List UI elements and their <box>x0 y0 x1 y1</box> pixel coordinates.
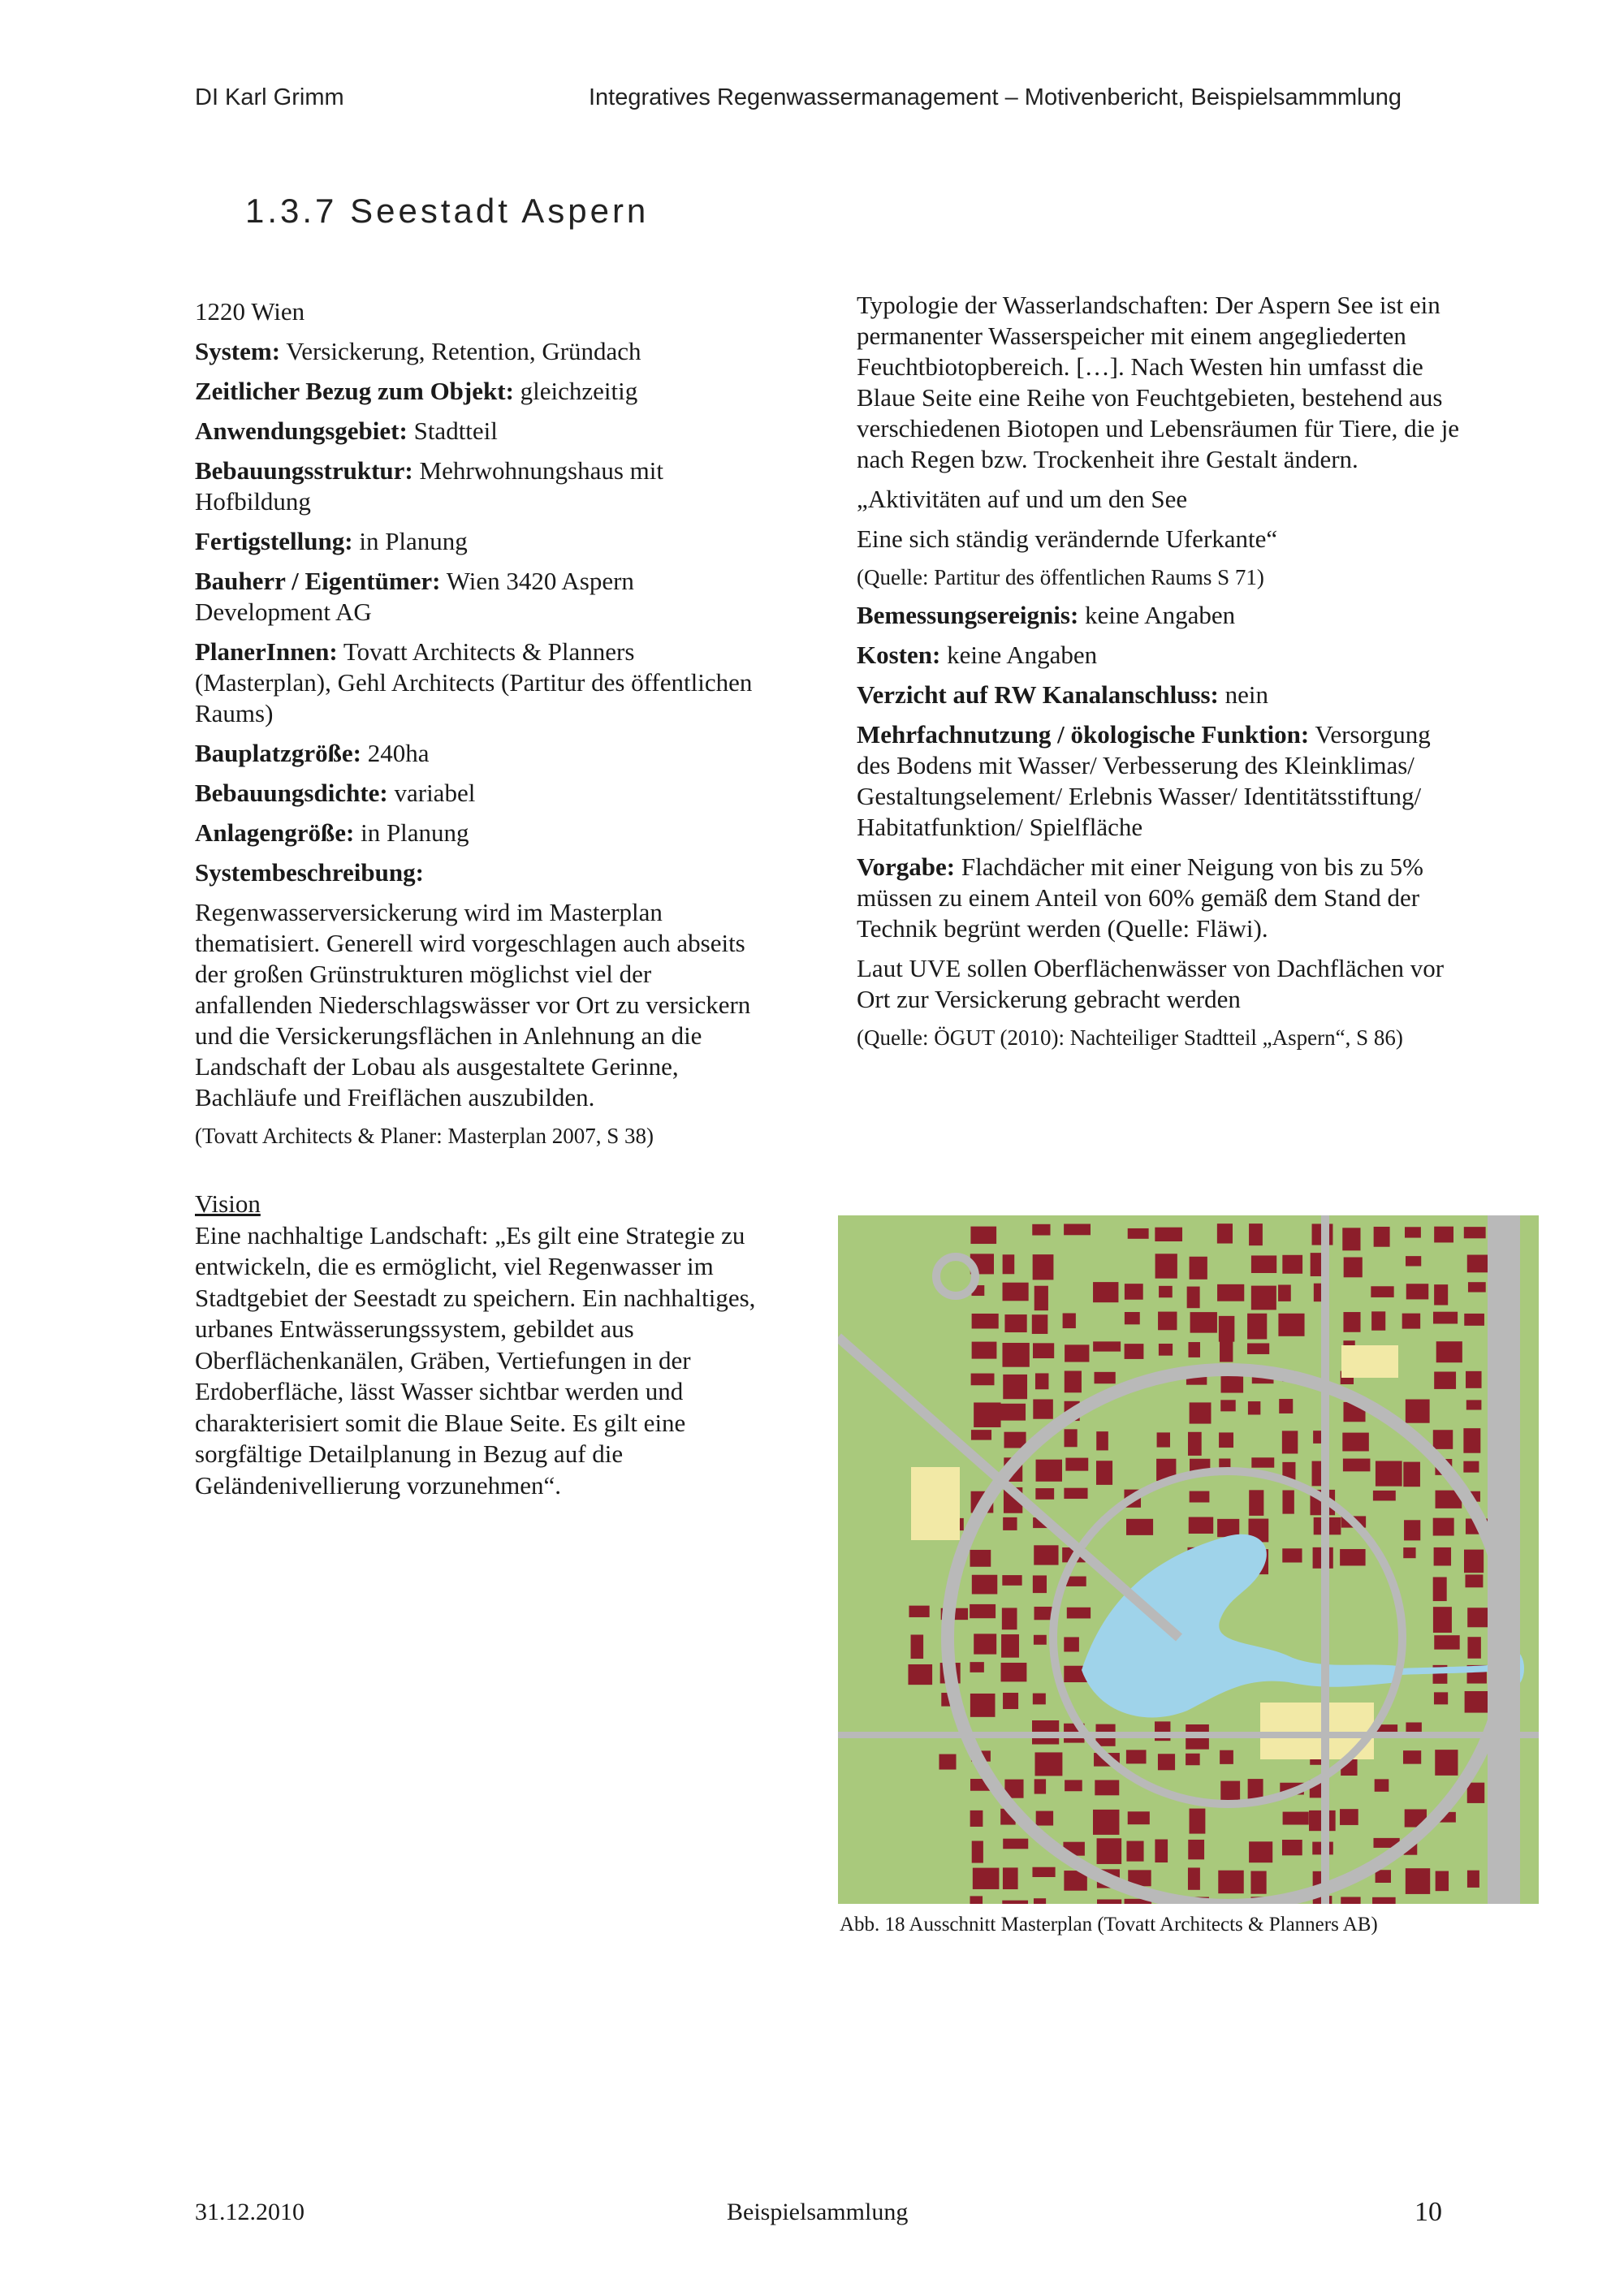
map-building-block <box>1467 1255 1488 1273</box>
map-building-block <box>939 1754 956 1770</box>
map-building-block <box>1251 1255 1276 1273</box>
vision-block <box>195 1189 784 1501</box>
map-building-block <box>1467 1608 1488 1627</box>
map-building-block <box>1376 1461 1402 1486</box>
map-building-block <box>1032 1224 1050 1236</box>
map-building-block <box>1155 1840 1168 1863</box>
field-building-structure: Bebauungsstruktur: Mehrwohnungshaus mit Hofbildung <box>195 456 664 516</box>
left-column <box>195 296 771 1159</box>
map-building-block <box>1220 1750 1233 1764</box>
map-building-block <box>1434 1635 1459 1649</box>
map-building-block <box>1463 1428 1480 1453</box>
map-building-block <box>1466 1371 1482 1388</box>
map-building-block <box>1249 1224 1263 1245</box>
map-building-block <box>1219 1316 1234 1342</box>
map-building-block <box>1464 1314 1484 1326</box>
field-plot-size: Bauplatzgröße: 240ha <box>195 739 430 767</box>
section-title: 1.3.7 Seestadt Aspern <box>245 192 650 230</box>
system-heading: Systembeschreibung: <box>195 858 424 887</box>
map-building-block <box>1376 1870 1391 1883</box>
map-building-block <box>1126 1519 1153 1535</box>
map-building-block <box>1064 1637 1079 1651</box>
map-building-block <box>1190 1312 1217 1333</box>
map-building-block <box>1343 1312 1360 1332</box>
masterplan-map <box>838 1215 1539 1904</box>
map-building-block <box>1001 1634 1019 1658</box>
map-building-block <box>1406 1284 1428 1299</box>
map-building-block <box>1217 1519 1239 1537</box>
map-building-block <box>1002 1343 1029 1367</box>
map-building-block <box>1217 1224 1233 1243</box>
map-building-block <box>1190 1402 1212 1423</box>
map-building-block <box>1249 1841 1272 1862</box>
map-building-block <box>1003 1693 1018 1709</box>
map-building-block <box>1373 1491 1396 1501</box>
map-building-block <box>1093 1810 1119 1835</box>
map-building-block <box>1434 1284 1448 1305</box>
map-plaza <box>1341 1345 1398 1378</box>
map-building-block <box>1096 1431 1108 1450</box>
map-building-block <box>974 1402 1000 1427</box>
source-oegut: (Quelle: ÖGUT (2010): Nachteiliger Stadtteil „Aspern“, S 86) <box>857 1025 1403 1050</box>
map-building-block <box>1003 1839 1028 1849</box>
map-building-block <box>1000 1404 1026 1421</box>
right-column <box>857 290 1462 1060</box>
map-building-block <box>970 1662 983 1672</box>
map-building-block <box>1063 1313 1076 1328</box>
field-design-event: Bemessungsereignis: keine Angaben <box>857 601 1236 629</box>
map-building-block <box>1095 1780 1119 1795</box>
quote-line-1: „Aktivitäten auf und um den See <box>857 485 1188 513</box>
map-building-block <box>1187 1287 1200 1309</box>
map-building-block <box>1466 1400 1482 1409</box>
map-building-block <box>1065 1371 1082 1393</box>
map-building-block <box>1433 1312 1458 1324</box>
map-building-block <box>1155 1228 1182 1241</box>
map-building-block <box>971 1430 991 1439</box>
map-building-block <box>1433 1577 1447 1602</box>
map-building-block <box>1003 1283 1029 1301</box>
map-building-block <box>1003 1517 1017 1530</box>
map-building-block <box>1064 1488 1087 1499</box>
map-building-block <box>1097 1838 1122 1864</box>
field-multi-use: Mehrfachnutzung / ökologische Funktion: Versorgung des Bodens mit Wasser/ Verbesserung des Kleinklimas/ Gestaltungselement/ Erlebnis Wasser/ Identitätsstiftung/ Habitatfunktion/ Spielfläche <box>857 720 1431 841</box>
map-building-block <box>1282 1548 1302 1562</box>
map-building-block <box>1033 1254 1054 1280</box>
map-plaza <box>911 1467 960 1540</box>
map-building-block <box>909 1606 929 1617</box>
map-building-block <box>1033 1343 1054 1358</box>
map-building-block <box>1158 1754 1175 1770</box>
map-building-block <box>1220 1400 1235 1411</box>
field-application-area: Anwendungsgebiet: Stadtteil <box>195 416 498 445</box>
map-building-block <box>1436 1871 1449 1892</box>
map-building-block <box>1034 1635 1047 1645</box>
map-building-block <box>1248 1401 1260 1414</box>
map-building-block <box>1190 1809 1206 1834</box>
map-building-block <box>1340 1809 1358 1825</box>
map-building-block <box>1247 1343 1269 1353</box>
map-building-block <box>1343 1459 1371 1472</box>
map-building-block <box>1125 1344 1144 1359</box>
field-requirement: Vorgabe: Flachdächer mit einer Neigung von bis zu 5% müssen zu einem Anteil von 60% gemäß dem Stand der Technik begrünt werden (Quelle: Fläwi). <box>857 852 1423 943</box>
footer-title: Beispielsammlung <box>727 2199 909 2225</box>
map-building-block <box>1034 1779 1046 1793</box>
map-building-block <box>1340 1549 1365 1565</box>
map-building-block <box>1033 1400 1053 1419</box>
vision-text: Eine nachhaltige Landschaft: „Es gilt eine Strategie zu entwickeln, die es ermöglicht, viel Regenwasser im Stadtgebiet der Seestadt zu speichern. Ein nachhaltiges, urbanes Entwässerungssystem, gebildet aus Oberflächenkanälen, Gräben, Vertiefungen in der Erdoberfläche, lässt Wasser sichtbar werden und charakterisiert somit die Blaue Seite. Es gilt eine sorgfältige Detailplanung in Bezug auf die Geländenivellierung vorzunehmen“. <box>195 1220 756 1500</box>
map-building-block <box>1065 1458 1088 1471</box>
footer-date: 31.12.2010 <box>195 2199 304 2225</box>
map-building-block <box>1093 1341 1121 1351</box>
system-description: Regenwasserversickerung wird im Masterplan thematisiert. Generell wird vorgeschlagen auch abseits der großen Grünstrukturen möglichst viel der anfallenden Niederschlagswässer vor Ort zu versickern und die Versickerungsflächen in Anlehnung an die Landschaft der Lobau als ausgestaltete Gerinne, Bachläufe und Freiflächen auszubilden. <box>195 898 751 1111</box>
map-building-block <box>911 1634 924 1659</box>
map-building-block <box>1342 1433 1369 1452</box>
map-building-block <box>1403 1750 1421 1764</box>
source-masterplan: (Tovatt Architects & Planer: Masterplan 2007, S 38) <box>195 1124 654 1148</box>
map-building-block <box>1250 1871 1266 1894</box>
uve-text: Laut UVE sollen Oberflächenwässer von Dachflächen vor Ort zur Versickerung gebracht werden <box>857 954 1445 1013</box>
map-building-block <box>1404 1520 1420 1540</box>
map-building-block <box>971 1374 995 1386</box>
map-building-block <box>973 1868 1000 1889</box>
map-building-block <box>1406 1400 1430 1423</box>
map-building-block <box>970 1604 996 1618</box>
map-building-block <box>970 1810 983 1827</box>
map-building-block <box>1465 1691 1488 1713</box>
map-building-block <box>1282 1255 1302 1274</box>
figure-caption: Abb. 18 Ausschnitt Masterplan (Tovatt Architects & Planners AB) <box>840 1914 1378 1936</box>
map-building-block <box>1251 1286 1276 1310</box>
map-building-block <box>1186 1754 1200 1765</box>
map-building-block <box>1372 1897 1396 1904</box>
header-author: DI Karl Grimm <box>195 84 344 110</box>
map-building-block <box>1278 1314 1304 1336</box>
map-building-block <box>1405 1227 1421 1237</box>
map-building-block <box>1159 1286 1173 1297</box>
map-building-block <box>1125 1284 1143 1300</box>
map-building-block <box>1371 1311 1385 1330</box>
map-building-block <box>1036 1460 1062 1482</box>
map-building-block <box>1375 1779 1389 1791</box>
map-building-block <box>1032 1867 1055 1877</box>
map-building-block <box>1464 1550 1484 1573</box>
map-building-block <box>972 1841 983 1862</box>
map-building-block <box>970 1550 991 1567</box>
map-building-block <box>1067 1608 1091 1619</box>
map-building-block <box>1219 1432 1233 1448</box>
location: 1220 Wien <box>195 297 305 326</box>
map-building-block <box>1374 1227 1390 1247</box>
map-building-block <box>1095 1372 1116 1383</box>
map-building-block <box>1035 1488 1054 1500</box>
map-building-block <box>1282 1840 1302 1855</box>
map-building-block <box>970 1694 996 1717</box>
map-railway-strip <box>1488 1215 1520 1904</box>
map-building-block <box>1001 1663 1027 1681</box>
map-building-block <box>972 1314 999 1328</box>
map-building-block <box>1282 1431 1298 1453</box>
map-building-block <box>1342 1228 1360 1250</box>
field-owner: Bauherr / Eigentümer: Wien 3420 Aspern Development AG <box>195 567 634 626</box>
map-building-block <box>1064 1224 1091 1235</box>
map-building-block <box>1128 1228 1149 1239</box>
map-building-block <box>972 1575 997 1595</box>
map-building-block <box>1128 1811 1150 1824</box>
map-building-block <box>1217 1284 1244 1301</box>
map-building-block <box>1065 1344 1089 1362</box>
map-building-block <box>1344 1258 1363 1278</box>
map-building-block <box>1033 1694 1046 1705</box>
map-building-block <box>1126 1841 1143 1862</box>
map-building-block <box>1002 1575 1021 1586</box>
map-building-block <box>1188 1432 1202 1456</box>
map-building-block <box>1034 1898 1046 1904</box>
page-number: 10 <box>1415 2197 1442 2227</box>
map-building-block <box>1093 1282 1118 1302</box>
field-sewer-waiver: Verzicht auf RW Kanalanschluss: nein <box>857 680 1269 709</box>
map-building-block <box>1003 1375 1027 1399</box>
map-building-block <box>1434 1372 1456 1389</box>
map-building-block <box>1159 1344 1173 1356</box>
field-completion: Fertigstellung: in Planung <box>195 527 468 555</box>
map-building-block <box>1406 1256 1421 1266</box>
map-building-block <box>1189 1517 1213 1534</box>
typology-text: Typologie der Wasserlandschaften: Der Aspern See ist ein permanenter Wasserspeicher mit einem angegliederten Feuchtbiotopbereich. […]. Nach Westen hin umfasst die Blaue Seite eine Reihe von Feuchtgebieten, bestehend aus verschiedenen Biotopen und Lebensräumen für Tiere, die je nach Regen bzw. Trockenheit ihre Gestalt ändern. <box>857 291 1460 473</box>
map-building-block <box>1126 1750 1147 1763</box>
map-building-block <box>1436 1341 1462 1362</box>
map-building-block <box>1065 1780 1082 1791</box>
field-costs: Kosten: keine Angaben <box>857 641 1098 669</box>
map-building-block <box>1032 1314 1048 1334</box>
map-building-block <box>1403 1547 1415 1558</box>
map-building-block <box>970 1896 983 1904</box>
map-building-block <box>1467 1783 1484 1803</box>
map-building-block <box>1433 1607 1452 1633</box>
map-building-block <box>1125 1312 1140 1324</box>
map-building-block <box>1033 1575 1047 1593</box>
map-building-block <box>1467 1871 1479 1888</box>
map-building-block <box>1247 1314 1267 1340</box>
map-building-block <box>1035 1752 1063 1776</box>
map-building-block <box>1190 1257 1207 1280</box>
map-building-block <box>1465 1574 1483 1587</box>
map-building-block <box>1218 1871 1243 1893</box>
field-system: System: Versickerung, Retention, Gründach <box>195 337 641 365</box>
map-building-block <box>1034 1545 1058 1564</box>
map-building-block <box>970 1227 996 1244</box>
map-building-block <box>1220 1340 1233 1362</box>
map-building-block <box>1406 1868 1430 1894</box>
map-building-block <box>1467 1637 1480 1659</box>
source-partitur: (Quelle: Partitur des öffentlichen Raums S 71) <box>857 565 1264 589</box>
map-building-block <box>1433 1430 1453 1449</box>
map-building-block <box>1283 1812 1309 1825</box>
map-building-block <box>1434 1692 1448 1704</box>
map-building-block <box>1278 1284 1291 1301</box>
map-building-block <box>1036 1811 1053 1826</box>
map-building-block <box>1035 1373 1048 1389</box>
map-building-block <box>1279 1399 1293 1413</box>
map-building-block <box>1371 1286 1393 1297</box>
map-building-block <box>1190 1491 1210 1503</box>
field-planners: PlanerInnen: Tovatt Architects & Planners (Masterplan), Gehl Architects (Partitur des öffentlichen Raums) <box>195 637 753 727</box>
map-building-block <box>1282 1491 1294 1514</box>
map-building-block <box>1435 1750 1458 1776</box>
field-time-relation: Zeitlicher Bezug zum Objekt: gleichzeitig <box>195 377 638 405</box>
map-building-block <box>1096 1461 1112 1485</box>
field-density: Bebauungsdichte: variabel <box>195 779 476 807</box>
map-building-block <box>1002 1901 1028 1904</box>
map-building-block <box>1097 1899 1121 1904</box>
map-building-block <box>1463 1461 1479 1473</box>
map-building-block <box>1403 1462 1420 1487</box>
map-building-block <box>1155 1254 1177 1278</box>
map-building-block <box>1034 1286 1048 1310</box>
map-building-block <box>1188 1867 1200 1889</box>
map-building-block <box>1002 1608 1017 1629</box>
vision-heading: Vision <box>195 1189 261 1218</box>
map-building-block <box>1188 1342 1199 1357</box>
map-building-block <box>1188 1840 1204 1859</box>
header-title: Integratives Regenwassermanagement – Motivenbericht, Beispielsammmlung <box>589 84 1402 110</box>
map-building-block <box>974 1634 996 1654</box>
map-building-block <box>1003 1867 1018 1889</box>
map-building-block <box>1434 1547 1451 1566</box>
map-building-block <box>1434 1227 1453 1243</box>
field-facility-size: Anlagengröße: in Planung <box>195 818 469 847</box>
map-building-block <box>1004 1432 1026 1448</box>
map-building-block <box>908 1664 932 1685</box>
quote-line-2: Eine sich ständig verändernde Uferkante“ <box>857 524 1278 553</box>
map-building-block <box>1433 1518 1454 1536</box>
map-building-block <box>1468 1282 1486 1292</box>
map-building-block <box>1341 1897 1360 1904</box>
map-building-block <box>1251 1457 1274 1467</box>
map-building-block <box>1003 1254 1015 1274</box>
map-building-block <box>972 1342 997 1359</box>
map-building-block <box>1065 1429 1078 1447</box>
map-building-block <box>1249 1490 1263 1516</box>
map-building-block <box>1402 1314 1420 1329</box>
map-building-block <box>1158 1312 1177 1331</box>
map-building-block <box>1157 1432 1170 1447</box>
map-building-block <box>1464 1227 1486 1238</box>
map-building-block <box>1004 1314 1026 1332</box>
